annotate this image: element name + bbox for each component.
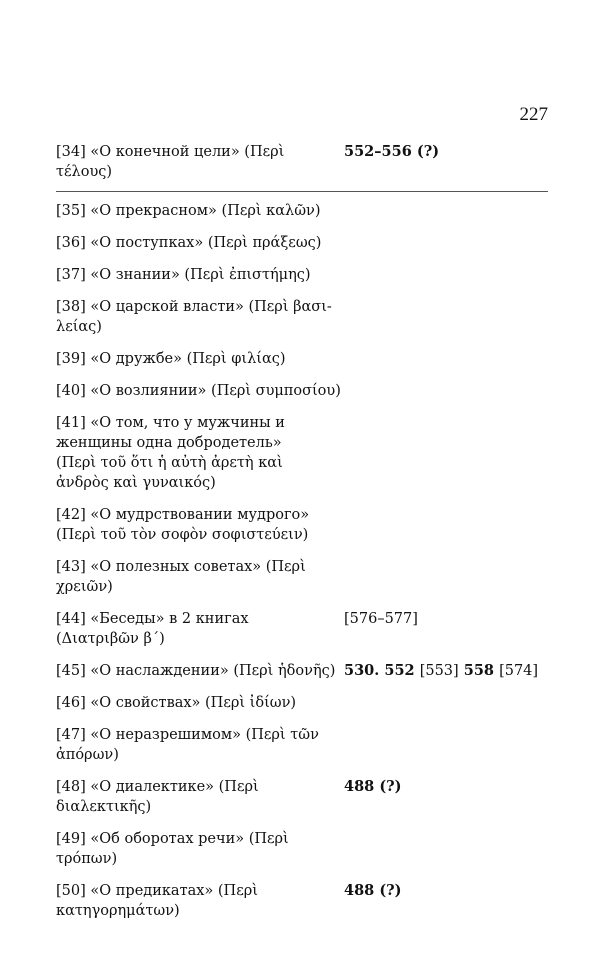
entry-title [56, 609, 342, 649]
entry-47 [56, 725, 556, 765]
title-line: [36] «О поступках» (Περὶ πράξεως) [56, 235, 322, 251]
entry-title [56, 505, 342, 545]
entry-title [56, 142, 342, 182]
entry-38 [56, 297, 556, 337]
title-line: [38] «О царской власти» (Περὶ βασι- [56, 299, 332, 315]
entry-48 [56, 777, 556, 817]
entry-42 [56, 505, 556, 545]
entry-title [56, 725, 342, 765]
entry-title [56, 881, 342, 921]
entry-title [56, 265, 342, 285]
entry-34 [56, 142, 556, 182]
page-number: 227 [519, 104, 548, 125]
title-line: τρόπων) [56, 851, 118, 867]
entry-title [56, 381, 342, 401]
entry-refs [342, 777, 402, 797]
title-line: [44] «Беседы» в 2 книгах [56, 611, 249, 627]
title-line: [35] «О прекрасном» (Περὶ καλῶν) [56, 203, 321, 219]
title-line: χρειῶν) [56, 579, 113, 595]
title-line: (Διατριβῶν β´) [56, 631, 165, 647]
entry-44 [56, 609, 556, 649]
ref-bold: 530. 552 [344, 662, 420, 679]
title-line: [40] «О возлиянии» (Περὶ συμποσίου) [56, 383, 341, 399]
entry-50 [56, 881, 556, 921]
entry-39 [56, 349, 556, 369]
entry-46 [56, 693, 556, 713]
title-line: женщины одна добродетель» [56, 435, 282, 451]
entry-title [56, 693, 342, 713]
entry-refs [342, 881, 402, 901]
refs-bold: 488 (?) [344, 778, 402, 795]
ref-bracketed: [574] [499, 663, 539, 679]
entry-45 [56, 661, 556, 681]
entry-36 [56, 233, 556, 253]
title-line: [49] «Об оборотах речи» (Περὶ [56, 831, 289, 847]
refs-bold: 552–556 (?) [344, 143, 440, 160]
entry-49 [56, 829, 556, 869]
title-line: ἀνδρὸς καὶ γυναικός) [56, 475, 216, 491]
title-line: [41] «О том, что у мужчины и [56, 415, 285, 431]
entry-title [56, 777, 342, 817]
entry-refs: [576–577] [344, 611, 418, 627]
entry-title [56, 349, 342, 369]
entry-40 [56, 381, 556, 401]
title-line: κατηγορημάτων) [56, 903, 180, 919]
entry-title [56, 201, 342, 221]
entry-43 [56, 557, 556, 597]
entry-37 [56, 265, 556, 285]
ref-bold: 558 [458, 662, 500, 679]
refs-bold: 488 (?) [344, 882, 402, 899]
title-line: [37] «О знании» (Περὶ ἐπιστήμης) [56, 267, 311, 283]
entry-title [56, 233, 342, 253]
title-line: (Περὶ τοῦ ὅτι ἡ αὐτὴ ἀρετὴ καὶ [56, 455, 283, 471]
entry-title [56, 297, 342, 337]
entry-35 [56, 201, 556, 221]
entry-title [56, 661, 342, 681]
title-line: [43] «О полезных советах» (Περὶ [56, 559, 306, 575]
entry-refs [342, 661, 538, 681]
title-line: [47] «О неразрешимом» (Περὶ τῶν [56, 727, 319, 743]
entry-list [56, 142, 556, 933]
entry-title [56, 829, 342, 869]
title-line: λείας) [56, 319, 102, 335]
divider [56, 191, 548, 192]
entry-refs [342, 142, 439, 162]
title-line: [45] «О наслаждении» (Περὶ ἡδονῆς) [56, 663, 336, 679]
title-line: [34] «О конечной цели» (Περὶ [56, 144, 285, 160]
title-line: [50] «О предикатах» (Περὶ [56, 883, 258, 899]
title-line: (Περὶ τοῦ τὸν σοφὸν σοφιστεύειν) [56, 527, 309, 543]
entry-41 [56, 413, 556, 493]
title-line: [48] «О диалектике» (Περὶ [56, 779, 259, 795]
title-line: [39] «О дружбе» (Περὶ φιλίας) [56, 351, 286, 367]
title-line: διαλεκτικῆς) [56, 799, 152, 815]
title-line: τέλους) [56, 164, 113, 180]
title-line: [42] «О мудрствовании мудрого» [56, 507, 310, 523]
ref-bracketed: [553] [419, 663, 459, 679]
entry-title [56, 413, 342, 493]
title-line: ἀπόρων) [56, 747, 119, 763]
entry-title [56, 557, 342, 597]
title-line: [46] «О свойствах» (Περὶ ἰδίων) [56, 695, 297, 711]
